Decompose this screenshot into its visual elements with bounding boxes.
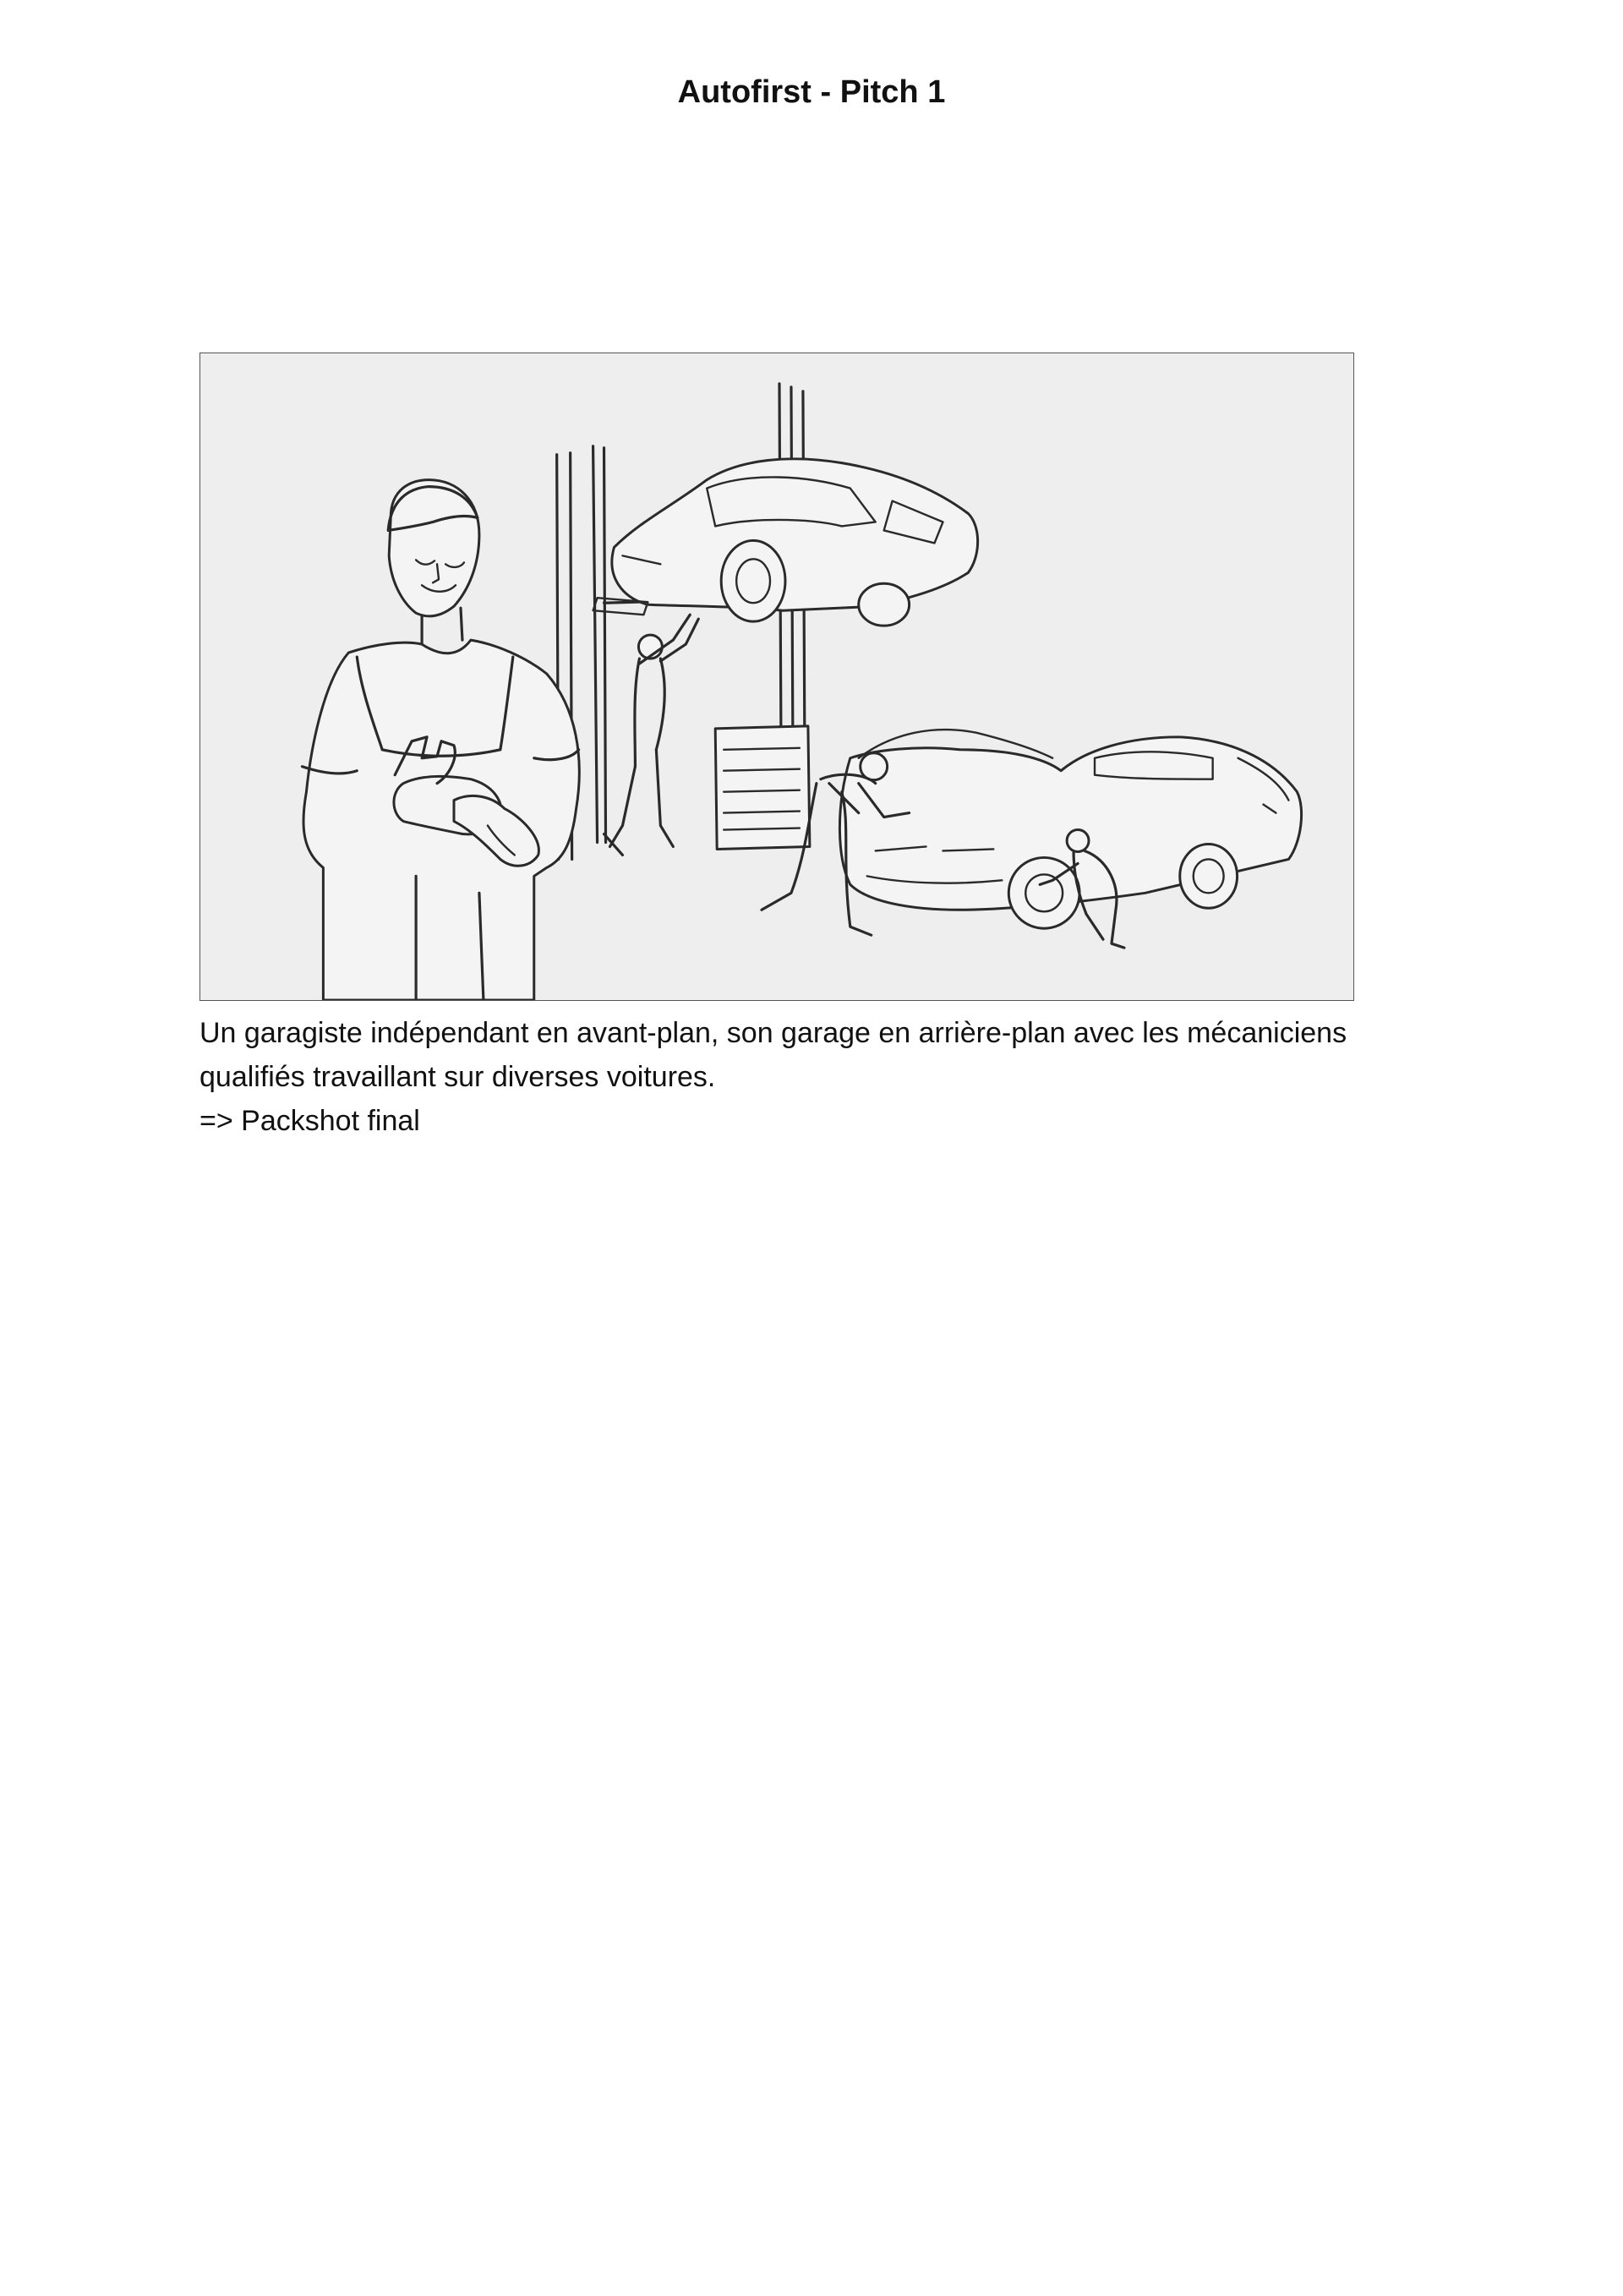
storyboard-frame	[199, 353, 1354, 1001]
mechanic-under-lift	[604, 615, 699, 855]
caption-line-3: => Packshot final	[199, 1105, 420, 1137]
frame-caption	[199, 1011, 1383, 1143]
tool-cabinet	[715, 726, 810, 850]
garage-sketch-illustration	[200, 353, 1353, 1000]
page-title: Autofirst - Pitch 1	[677, 74, 946, 110]
foreground-mechanic	[302, 480, 579, 1000]
car-hood-open	[839, 730, 1301, 928]
caption-line-1: Un garagiste indépendant en avant-plan, son garage en arrière-plan avec les mécaniciens	[199, 1017, 1347, 1049]
caption-line-2: qualifiés travaillant sur diverses voitures.	[199, 1061, 716, 1093]
lifted-car	[593, 459, 978, 626]
